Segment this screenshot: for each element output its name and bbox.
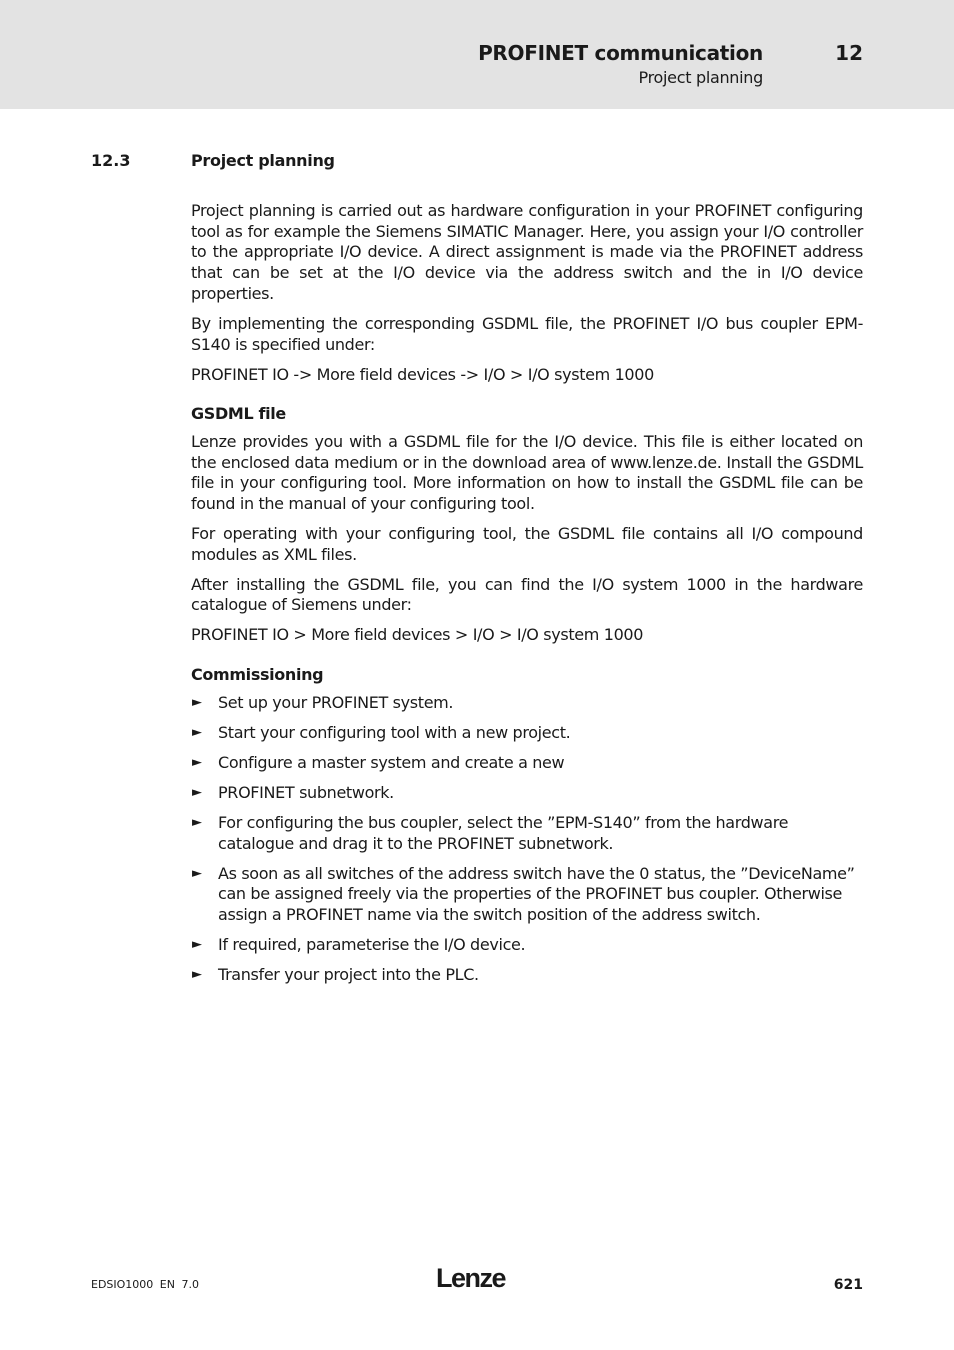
list-item: [191, 813, 863, 854]
gsdml-paragraph-3: After installing the GSDML file, you can find the I/O system 1000 in the hardware catalogue of Siemens under:: [191, 574, 863, 615]
triangle-bullet-icon: ►: [192, 694, 202, 710]
step-text: Transfer your project into the PLC.: [218, 964, 479, 984]
step-text: Set up your PROFINET system.: [218, 692, 454, 712]
intro-paragraph-2: By implementing the corresponding GSDML file, the PROFINET I/O bus coupler EPM-S140 is specified under:: [191, 313, 863, 354]
list-item: [191, 753, 863, 774]
step-text: PROFINET subnetwork.: [218, 782, 394, 802]
triangle-bullet-icon: ►: [192, 865, 202, 881]
lenze-logo: Lenze: [436, 1263, 506, 1293]
triangle-bullet-icon: ►: [192, 814, 202, 830]
gsdml-paragraph-1: Lenze provides you with a GSDML file for the I/O device. This file is either located on the enclosed data medium or in the download area of www.lenze.de. Install the GSDML file in your configuring tool. More information on how to install the GSDML file can be found in the manual of your configuring tool.: [191, 431, 863, 514]
step-text: Start your configuring tool with a new project.: [218, 722, 571, 742]
gsdml-paragraph-2: For operating with your configuring tool, the GSDML file contains all I/O compound modules as XML files.: [191, 524, 863, 564]
step-text: For configuring the bus coupler, select the ”EPM-S140” from the hardware catalogue and drag it to the PROFINET subnetwork.: [218, 812, 789, 853]
section-title: Project planning: [191, 151, 335, 170]
step-text: As soon as all switches of the address switch have the 0 status, the ”DeviceName” can be assigned freely via the properties of the PROFINET bus coupler. Otherwise assign a PROFINET name via the switch position of the address switch.: [218, 863, 855, 924]
chapter-number: 12: [835, 41, 863, 65]
section-number: 12.3: [91, 151, 131, 170]
step-text: If required, parameterise the I/O device.: [218, 934, 526, 954]
step-text: Configure a master system and create a new: [218, 752, 565, 772]
document-id: EDSIO1000 EN 7.0: [91, 1278, 199, 1291]
page-number: 621: [833, 1277, 863, 1293]
catalogue-path-2: PROFINET IO > More field devices > I/O > I/O system 1000: [191, 625, 644, 645]
list-item: [191, 693, 863, 714]
gsdml-heading: GSDML file: [191, 404, 286, 424]
triangle-bullet-icon: ►: [192, 724, 202, 740]
list-item: [191, 935, 863, 956]
triangle-bullet-icon: ►: [192, 784, 202, 800]
chapter-subtitle: Project planning: [638, 68, 763, 87]
commissioning-heading: Commissioning: [191, 665, 324, 685]
triangle-bullet-icon: ►: [192, 936, 202, 952]
list-item: [191, 783, 863, 804]
list-item: [191, 965, 863, 986]
intro-paragraph-1: Project planning is carried out as hardware configuration in your PROFINET configuring tool as for example the Siemens SIMATIC Manager. Here, you assign your I/O controller to the appropriate I/O device. A direct assignment is made via the PROFINET address that can be set at the I/O device via the address switch and the in I/O device properties.: [191, 201, 863, 303]
list-item: [191, 864, 863, 926]
header-band: [0, 0, 954, 109]
list-item: [191, 723, 863, 744]
triangle-bullet-icon: ►: [192, 966, 202, 982]
main-content: [191, 201, 863, 995]
commissioning-steps: [191, 693, 863, 986]
catalogue-path-1: PROFINET IO -> More field devices -> I/O > I/O system 1000: [191, 364, 654, 384]
chapter-title: PROFINET communication: [478, 41, 763, 65]
triangle-bullet-icon: ►: [192, 754, 202, 770]
